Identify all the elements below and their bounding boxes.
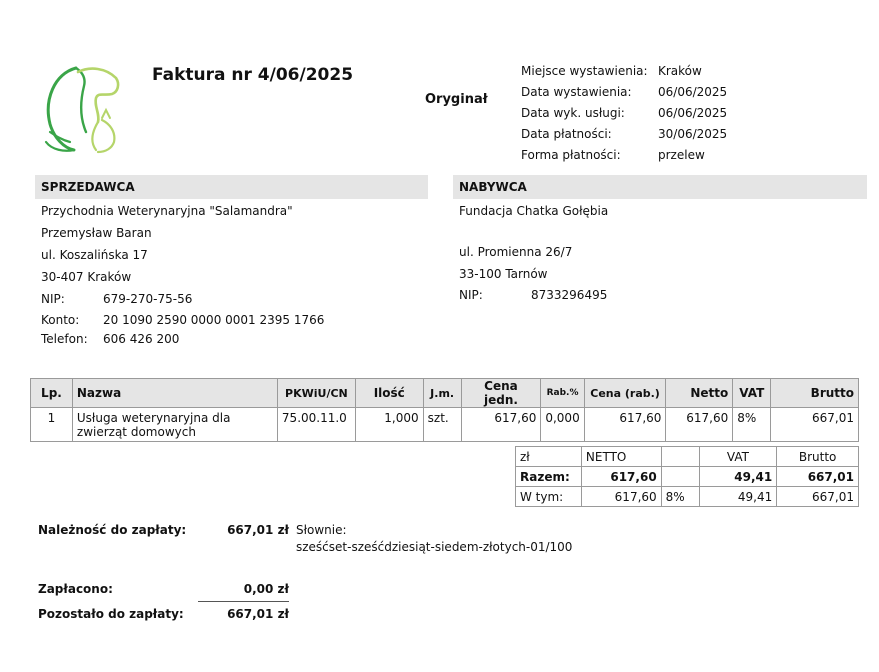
col-lp: Lp. (31, 379, 73, 408)
col-name: Nazwa (72, 379, 277, 408)
invoice-title: Faktura nr 4/06/2025 (152, 65, 354, 85)
meta-label: Data wyk. usługi: (521, 106, 625, 120)
col-vat: VAT (733, 379, 771, 408)
meta-label: Forma płatności: (521, 148, 621, 162)
cell-vat: 8% (733, 408, 771, 442)
seller-account-label: Konto: (41, 313, 80, 327)
summary-currency: zł (516, 447, 582, 467)
cell-pkwiu: 75.00.11.0 (277, 408, 355, 442)
meta-value: 30/06/2025 (658, 127, 728, 141)
items-table (30, 378, 859, 442)
buyer-name: Fundacja Chatka Gołębia (459, 204, 609, 218)
meta-value: Kraków (658, 64, 702, 78)
meta-label: Data wystawienia: (521, 85, 632, 99)
summary-total-gross: 667,01 (777, 467, 859, 487)
summary-col-rate (661, 447, 699, 467)
summary-col-net: NETTO (581, 447, 661, 467)
paid-underline (198, 601, 289, 602)
col-unit-price: Cena jedn. (461, 379, 541, 408)
seller-nip-label: NIP: (41, 292, 65, 306)
paid-amount: 0,00 zł (243, 582, 289, 596)
seller-nip: 679-270-75-56 (103, 292, 193, 306)
col-net: Netto (666, 379, 733, 408)
summary-incl-gross: 667,01 (777, 487, 859, 507)
summary-col-gross: Brutto (777, 447, 859, 467)
cell-net: 617,60 (666, 408, 733, 442)
summary-total-rate (661, 467, 699, 487)
cell-lp: 1 (31, 408, 73, 442)
cell-gross: 667,01 (771, 408, 859, 442)
amount-in-words: sześćset-sześćdziesiąt-siedem-złotych-01/100 (296, 540, 573, 554)
col-discount: Rab.% (541, 379, 584, 408)
remaining-amount: 667,01 zł (227, 607, 289, 621)
seller-name: Przychodnia Weterynaryjna "Salamandra" (41, 204, 293, 218)
meta-row-payment-method (521, 148, 781, 169)
meta-row-due-date (521, 127, 781, 148)
cell-name: Usługa weterynaryjna dla zwierząt domowych (72, 408, 277, 442)
cell-unit-price: 617,60 (461, 408, 541, 442)
seller-city: 30-407 Kraków (41, 270, 132, 284)
cell-price-after-discount: 617,60 (584, 408, 666, 442)
col-gross: Brutto (771, 379, 859, 408)
col-price-after-discount: Cena (rab.) (584, 379, 666, 408)
seller-street: ul. Koszalińska 17 (41, 248, 148, 262)
seller-heading: SPRZEDAWCA (35, 175, 428, 199)
buyer-nip: 8733296495 (531, 288, 608, 302)
meta-row-service-date (521, 106, 781, 127)
summary-incl-row (516, 487, 859, 507)
summary-total-net: 617,60 (581, 467, 661, 487)
remaining-label: Pozostało do zapłaty: (38, 607, 184, 621)
amount-in-words-label: Słownie: (296, 523, 347, 537)
buyer-heading: NABYWCA (453, 175, 867, 199)
meta-value: 06/06/2025 (658, 85, 728, 99)
table-row (31, 408, 859, 442)
meta-row-place (521, 64, 781, 85)
cell-discount: 0,000 (541, 408, 584, 442)
summary-total-row (516, 467, 859, 487)
summary-total-label: Razem: (516, 467, 582, 487)
summary-incl-net: 617,60 (581, 487, 661, 507)
meta-value: przelew (658, 148, 705, 162)
cell-unit: szt. (423, 408, 461, 442)
summary-header-row (516, 447, 859, 467)
buyer-nip-label: NIP: (459, 288, 483, 302)
due-label: Należność do zapłaty: (38, 523, 187, 537)
seller-account: 20 1090 2590 0000 0001 2395 1766 (103, 313, 325, 327)
cell-qty: 1,000 (355, 408, 423, 442)
copy-label: Oryginał (425, 92, 488, 107)
col-unit: J.m. (423, 379, 461, 408)
due-amount: 667,01 zł (227, 523, 289, 537)
clinic-logo-icon (40, 62, 124, 156)
meta-label: Miejsce wystawienia: (521, 64, 648, 78)
col-pkwiu: PKWiU/CN (277, 379, 355, 408)
summary-incl-vat: 49,41 (699, 487, 777, 507)
summary-incl-label: W tym: (516, 487, 582, 507)
seller-phone: 606 426 200 (103, 332, 180, 346)
seller-person: Przemysław Baran (41, 226, 152, 240)
buyer-street: ul. Promienna 26/7 (459, 245, 573, 259)
meta-label: Data płatności: (521, 127, 612, 141)
summary-total-vat: 49,41 (699, 467, 777, 487)
seller-phone-label: Telefon: (41, 332, 88, 346)
meta-row-issue-date (521, 85, 781, 106)
col-qty: Ilość (355, 379, 423, 408)
summary-table (515, 446, 859, 507)
meta-value: 06/06/2025 (658, 106, 728, 120)
summary-col-vat: VAT (699, 447, 777, 467)
buyer-city: 33-100 Tarnów (459, 267, 548, 281)
items-header-row (31, 379, 859, 408)
summary-incl-rate: 8% (661, 487, 699, 507)
paid-label: Zapłacono: (38, 582, 113, 596)
